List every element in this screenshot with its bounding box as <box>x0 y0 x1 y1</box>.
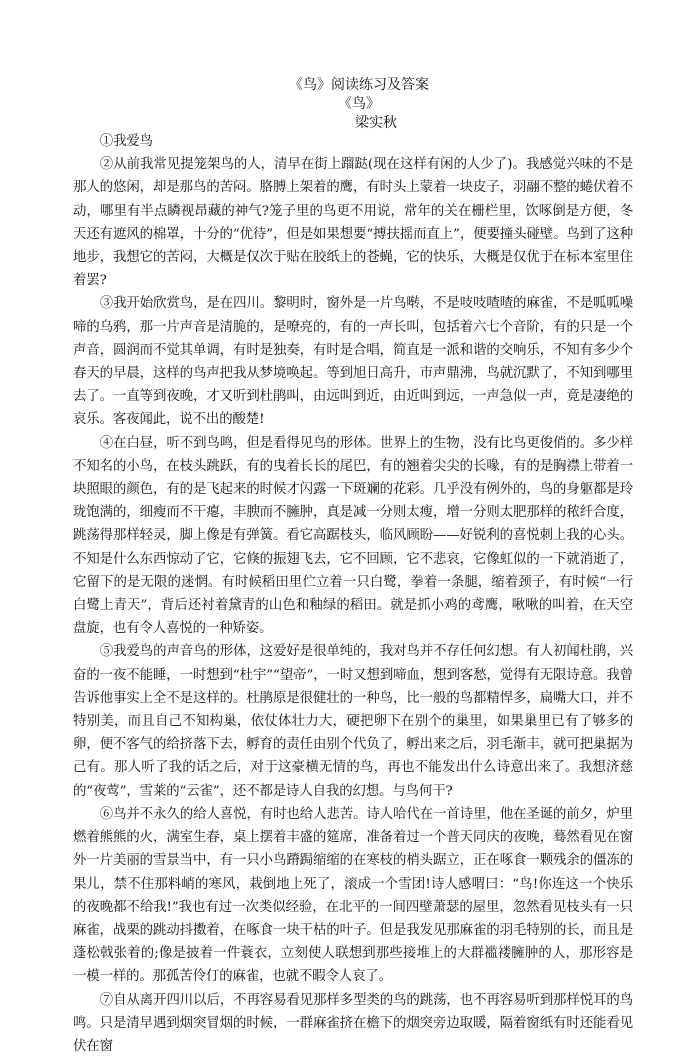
paragraph-5: ⑤我爱鸟的声音鸟的形体，这爱好是很单纯的，我对鸟并不存任何幻想。有人初闻杜鹃，兴奋的一夜不能睡，一时想到“杜宇”“望帝”，一时又想到啼血，想到客愁，觉得有无限诗意。我曾告诉他事实上全不是这样的。杜鹃原是很健壮的一种鸟，比一般的鸟都精悍多，扁嘴大口，并不特别美，而且自己不知构巢，依仗体壮力大，硬把卵下在别个的巢里，如果巢里已有了够多的卵，便不客气的给挤落下去，孵育的责任由别个代负了，孵出来之后，羽毛渐丰，就可把巢据为己有。那人听了我的话之后，对于这豪横无情的鸟，再也不能发出什么诗意出来了。我想济慈的“夜莺”，雪莱的“云雀”，还不都是诗人自我的幻想。与鸟何干? <box>73 644 633 799</box>
paragraph-1: ①我爱鸟 <box>99 134 153 149</box>
paragraph-4: ④在白昼，听不到鸟鸣，但是看得见鸟的形体。世界上的生物，没有比鸟更俊俏的。多少样不知名的小鸟，在枝头跳跃，有的曳着长长的尾巴，有的翘着尖尖的长喙，有的是胸襟上带着一块照眼的颜色，有的是飞起来的时候才闪露一下斑斓的花彩。几乎没有例外的，鸟的身躯都是玲珑饱满的，细瘦而不干瘪，丰腴而不臃肿，真是减一分则太瘦，增一分则太肥那样的秾纤合度，跳荡得那样轻灵，脚上像是有弹簧。看它高踞枝头，临风顾盼——好锐利的喜悦刺上我的心头。不知是什么东西惊动了它，它倏的振翅飞去，它不回顾，它不悲哀，它像虹似的一下就消逝了，它留下的是无限的迷惘。有时候稻田里伫立着一只白鹭，拳着一条腿，缩着颈子，有时候“一行白鹭上青天”，背后还衬着黛青的山色和釉绿的稻田。就是抓小鸡的鸢鹰，啾啾的叫着，在天空盘旋，也有令人喜悦的一种矫姿。 <box>73 435 633 637</box>
paragraph-2: ②从前我常见提笼架鸟的人，清早在街上蹓跶(现在这样有闲的人少了)。我感觉兴味的不是那人的悠闲，却是那鸟的苦闷。胳膊上架着的鹰，有时头上蒙着一块皮子，羽翮不整的蜷伏着不动，哪里有半点瞵视昂藏的神气?笼子里的鸟更不用说，常年的关在栅栏里，饮啄倒是方便，冬天还有遮风的棉罩，十分的“优待”，但是如果想要“搏扶摇而直上”，便要撞头碰壁。鸟到了这种地步，我想它的苦闷，大概是仅次于贴在胶纸上的苍蝇，它的快乐，大概是仅优于在标本室里住着罢? <box>73 157 633 289</box>
essay-body <box>73 130 633 1058</box>
paragraph-3: ③我开始欣赏鸟，是在四川。黎明时，窗外是一片鸟啭，不是吱吱喳喳的麻雀，不是呱呱噪啼的乌鸦，那一片声音是清脆的，是嘹亮的，有的一声长叫，包括着六七个音阶，有的只是一个声音，圆润而不觉其单调，有时是独奏，有时是合唱，简直是一派和谐的交响乐，不知有多少个春天的早晨，这样的鸟声把我从梦境唤起。等到旭日高升，市声鼎沸，鸟就沉默了，不知到哪里去了。一直等到夜晚，才又听到杜鹃叫，由远叫到近，由近叫到远，一声急似一声，竟是凄绝的哀乐。客夜闻此，说不出的酸楚! <box>73 296 633 428</box>
document-title: 《鸟》阅读练习及答案 <box>289 77 429 93</box>
paragraph-7: ⑦自从离开四川以后，不再容易看见那样多型类的鸟的跳荡，也不再容易听到那样悦耳的鸟鸣。只是清早遇到烟突冒烟的时候，一群麻雀挤在檐下的烟突旁边取暖，隔着窗纸有时还能看见伏在窗 <box>73 992 633 1054</box>
title-block <box>0 76 696 133</box>
paragraph-6: ⑥鸟并不永久的给人喜悦，有时也给人悲苦。诗人哈代在一首诗里，他在圣诞的前夕，炉里燃着熊熊的火，满室生春，桌上摆着丰盛的筵席，准备着过一个普天同庆的夜晚，蓦然看见在窗外一片美丽的雪景当中，有一只小鸟蹐跼缩缩的在寒枝的梢头踞立，正在啄食一颗残余的僵冻的果儿，禁不住那料峭的寒风，栽倒地上死了，滚成一个雪团!诗人感喟曰：“鸟!你连这一个快乐的夜晚都不给我!”我也有过一次类似经验，在北平的一间四壁萧瑟的屋里，忽然看见枝头有一只麻雀，战栗的跳动抖擞着，在啄食一块干枯的叶子。但是我发见那麻雀的羽毛特别的长，而且是蓬松戟张着的;像是披着一件蓑衣，立刻使人联想到那些接堆上的大群褴褛臃肿的人，那形容是一模一样的。那孤苦伶仃的麻雀，也就不暇令人哀了。 <box>73 806 633 985</box>
essay-title: 《鸟》 <box>338 96 380 112</box>
author-name: 梁实秋 <box>355 115 397 131</box>
